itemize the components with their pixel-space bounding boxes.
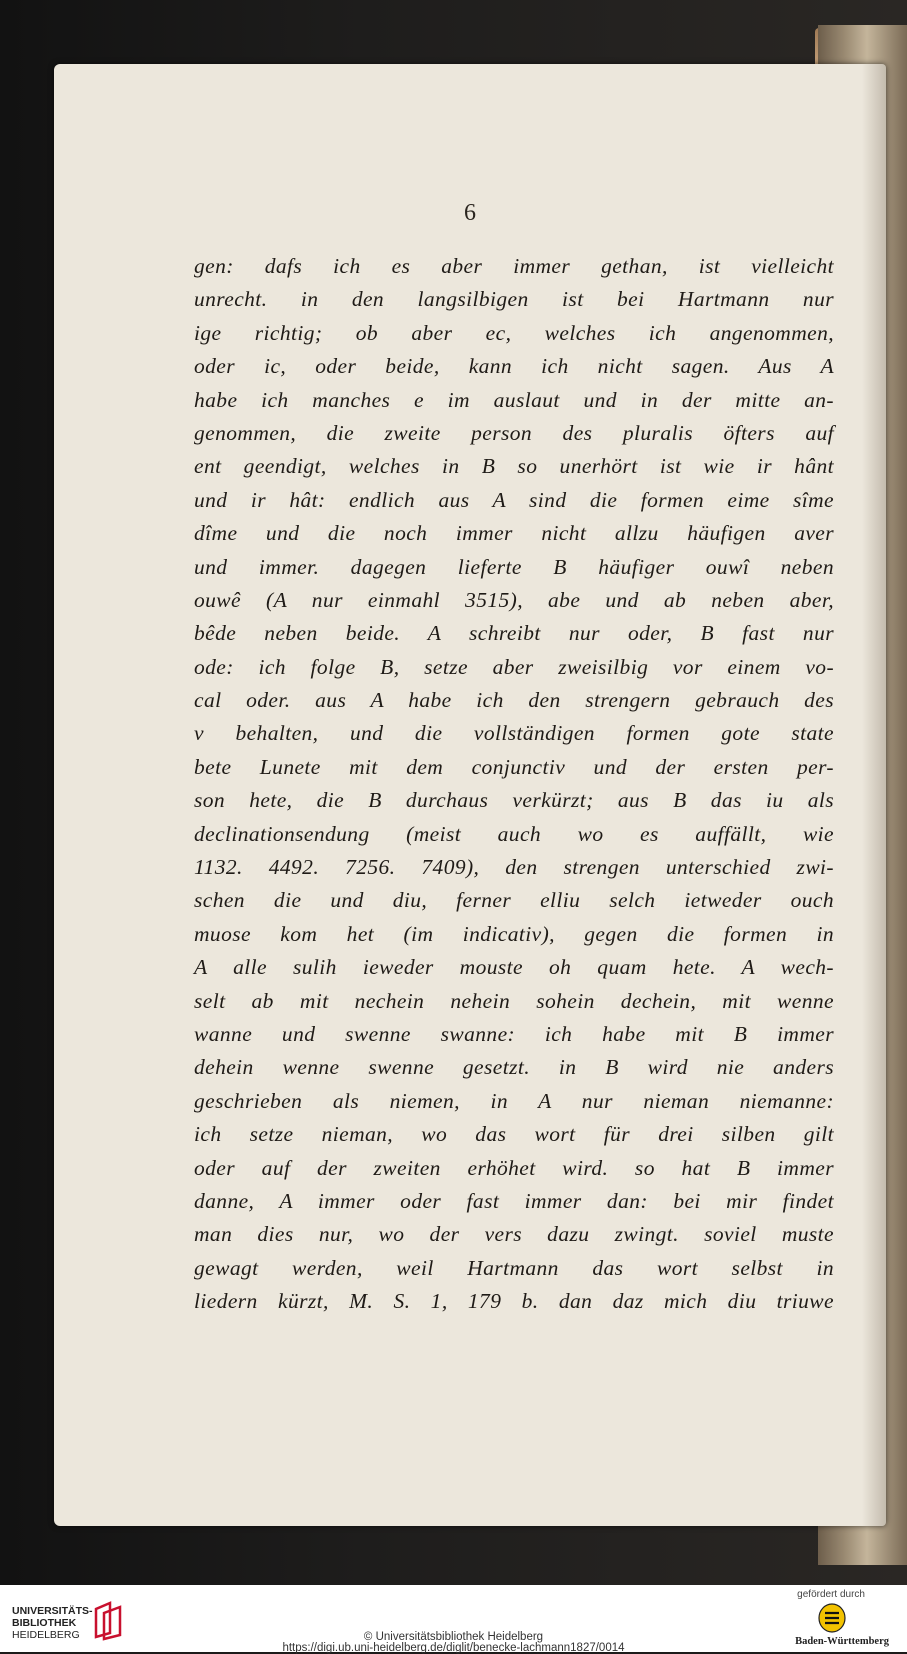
text-line: declinationsendung (meist auch wo es auffällt, wie <box>194 821 834 846</box>
text-line: unrecht. in den langsilbigen ist bei Hartmann nur <box>194 287 834 312</box>
funded-by-label: gefördert durch <box>797 1589 865 1600</box>
text-line: cal oder. aus A habe ich den strengern gebrauch des <box>194 688 834 713</box>
page-text <box>194 250 834 1319</box>
text-line: ouwê (A nur einmahl 3515), abe und ab neben aber, <box>194 587 834 612</box>
text-line: und immer. dagegen lieferte B häufiger ouwî neben <box>194 554 834 579</box>
text-line: danne, A immer oder fast immer dan: bei mir findet <box>194 1188 834 1213</box>
page-number: 6 <box>464 200 476 226</box>
text-line: dîme und die noch immer nicht allzu häufigen aver <box>194 521 834 546</box>
text-line: gewagt werden, weil Hartmann das wort selbst in <box>194 1255 834 1280</box>
text-line: 1132. 4492. 7256. 7409), den strengen unterschied zwi- <box>194 855 834 880</box>
text-line: gen: dafs ich es aber immer gethan, ist vielleicht <box>194 254 834 278</box>
text-line: schen die und diu, ferner elliu selch ietweder ouch <box>194 888 834 913</box>
text-line: genommen, die zweite person des pluralis öfters auf <box>194 420 834 445</box>
page-shadow <box>862 64 886 1526</box>
text-line: ich setze nieman, wo das wort für drei silben gilt <box>194 1122 834 1147</box>
page-url-link[interactable]: https://digi.ub.uni-heidelberg.de/diglit/benecke-lachmann1827/0014 <box>282 1642 625 1654</box>
footer-bar <box>0 1585 907 1652</box>
library-name-line3: HEIDELBERG <box>12 1629 80 1641</box>
text-line: ent geendigt, welches in B so unerhört ist wie ir hânt <box>194 454 834 479</box>
text-line: son hete, die B durchaus verkürzt; aus B das iu als <box>194 788 834 813</box>
text-line: ige richtig; ob aber ec, welches ich angenommen, <box>194 320 834 345</box>
baden-wuerttemberg-crest-icon[interactable] <box>817 1603 847 1633</box>
text-line: geschrieben als niemen, in A nur nieman niemanne: <box>194 1088 834 1113</box>
text-line: bete Lunete mit dem conjunctiv und der ersten per- <box>194 754 834 779</box>
text-line: wanne und swenne swanne: ich habe mit B immer <box>194 1021 834 1046</box>
text-line: muose kom het (im indicativ), gegen die formen in <box>194 921 834 946</box>
text-line: oder auf der zweiten erhöhet wird. so hat B immer <box>194 1155 834 1180</box>
text-line: A alle sulih ieweder mouste oh quam hete. A wech- <box>194 955 834 980</box>
text-line: ode: ich folge B, setze aber zweisilbig vor einem vo- <box>194 654 834 679</box>
text-line: v behalten, und die vollständigen formen gote state <box>194 721 834 746</box>
library-name-line2: BIBLIOTHEK <box>12 1617 77 1629</box>
funder-name: Baden-Württemberg <box>795 1636 889 1647</box>
text-line: oder ic, oder beide, kann ich nicht sagen. Aus A <box>194 354 834 379</box>
text-line: bêde neben beide. A schreibt nur oder, B fast nur <box>194 621 834 646</box>
text-line: selt ab mit nechein nehein sohein dechein, mit wenne <box>194 988 834 1013</box>
book-page <box>54 64 886 1526</box>
text-line: dehein wenne swenne gesetzt. in B wird nie anders <box>194 1055 834 1080</box>
copyright-text: © Universitätsbibliothek Heidelberg <box>363 1631 544 1643</box>
text-line: man dies nur, wo der vers dazu zwingt. soviel muste <box>194 1222 834 1247</box>
text-line: und ir hât: endlich aus A sind die formen eime sîme <box>194 487 834 512</box>
library-name-line1: UNIVERSITÄTS- <box>12 1605 93 1617</box>
text-line: habe ich manches e im auslaut und in der mitte an- <box>194 387 834 412</box>
text-line: liedern kürzt, M. S. 1, 179 b. dan daz mich diu triuwe <box>194 1289 834 1314</box>
